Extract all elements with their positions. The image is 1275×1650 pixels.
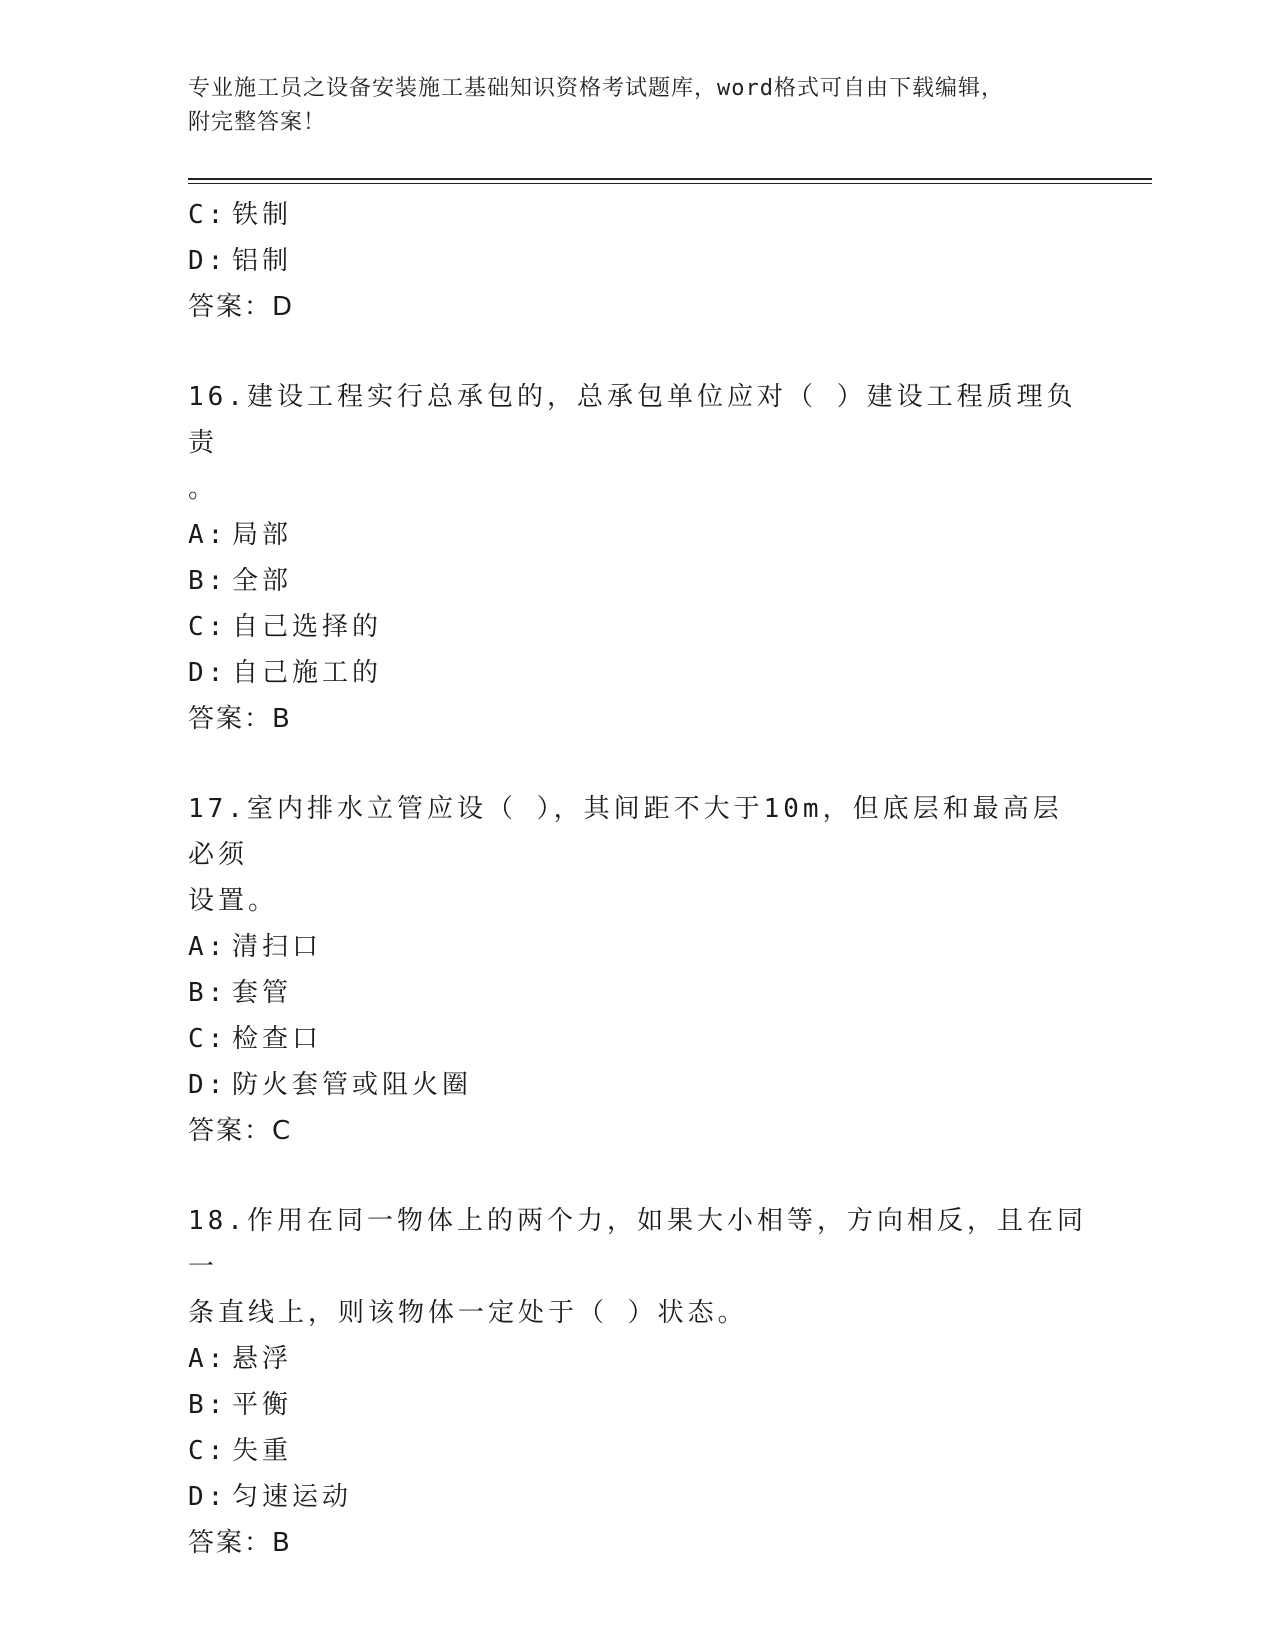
answer-line: 答案：D [188, 292, 295, 322]
answer-line: 答案：C [188, 1116, 293, 1146]
question-16 [188, 374, 1088, 742]
carryover-block [188, 192, 1088, 330]
option-a: A: 清扫口 [188, 932, 323, 962]
header-line-2: 附完整答案！ [188, 110, 327, 135]
question-18 [188, 1198, 1088, 1566]
option-d: D: 铝制 [188, 246, 293, 276]
option-c: C: 铁制 [188, 200, 293, 230]
option-b: B: 平衡 [188, 1390, 293, 1420]
question-17 [188, 786, 1088, 1154]
option-d: D: 防火套管或阻火圈 [188, 1070, 473, 1100]
option-a: A: 局部 [188, 520, 293, 550]
option-a: A: 悬浮 [188, 1344, 293, 1374]
option-b: B: 全部 [188, 566, 293, 596]
option-c: C: 失重 [188, 1436, 293, 1466]
page-header [188, 72, 1088, 140]
question-text: 17.室内排水立管应设（ ），其间距不大于10m，但底层和最高层必须 设置。 [188, 794, 1063, 916]
option-d: D: 自己施工的 [188, 658, 383, 688]
option-d: D: 匀速运动 [188, 1482, 353, 1512]
question-text: 16.建设工程实行总承包的，总承包单位应对（ ）建设工程质理负责 。 [188, 382, 1077, 504]
header-line-1: 专业施工员之设备安装施工基础知识资格考试题库，word格式可自由下载编辑， [188, 76, 1004, 101]
question-list [188, 192, 1088, 1566]
header-rule-thick [188, 178, 1152, 180]
option-c: C: 检查口 [188, 1024, 323, 1054]
answer-line: 答案：B [188, 1528, 292, 1558]
header-rule-thin [188, 183, 1152, 184]
option-c: C: 自己选择的 [188, 612, 383, 642]
option-b: B: 套管 [188, 978, 293, 1008]
question-text: 18.作用在同一物体上的两个力，如果大小相等，方向相反，且在同一 条直线上，则该物体一定处于（ ）状态。 [188, 1206, 1087, 1328]
answer-line: 答案：B [188, 704, 292, 734]
